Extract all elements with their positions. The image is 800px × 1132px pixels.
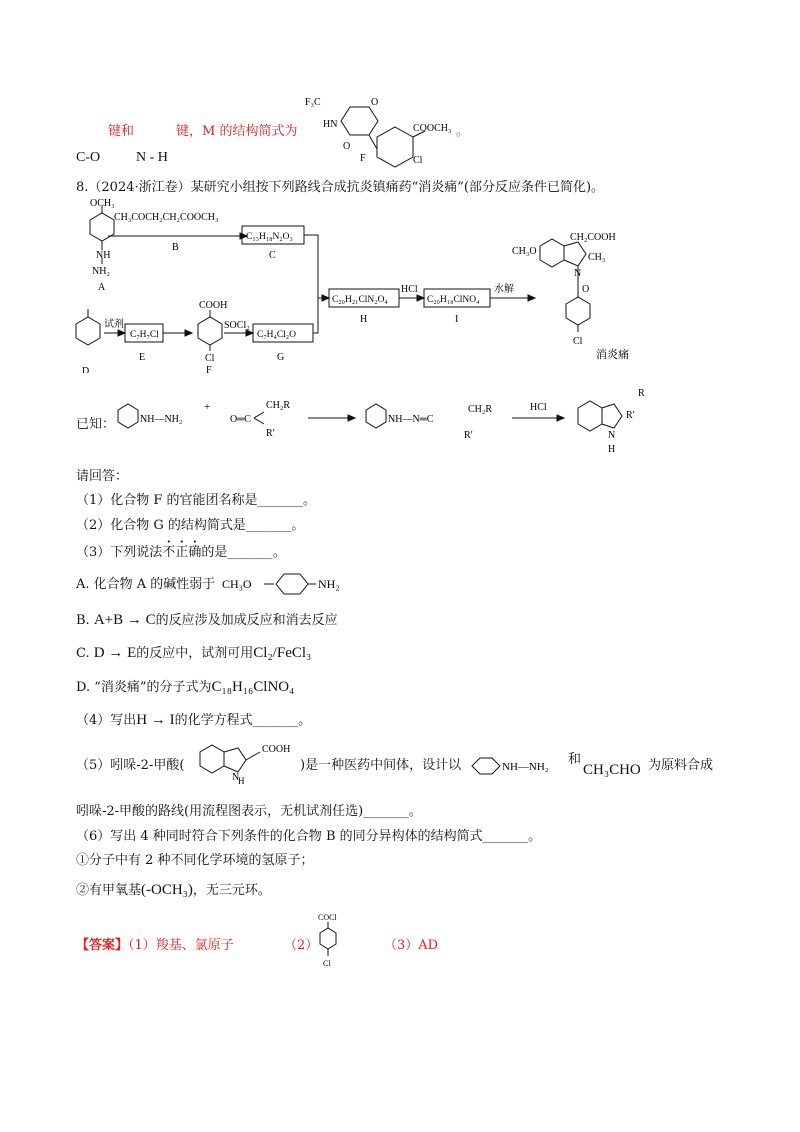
d-label: D <box>82 366 90 373</box>
h-label: H <box>360 314 368 325</box>
top-fragment-1: 键和 <box>108 124 135 139</box>
b-label: B <box>172 242 179 253</box>
answer-line <box>76 938 234 954</box>
known-label: 已知： <box>76 417 116 432</box>
svg-text:Cl: Cl <box>323 959 331 968</box>
answer-2-structure <box>310 912 350 978</box>
product-o: O <box>582 284 590 295</box>
c-label: C <box>269 250 276 261</box>
q1: （1）化合物 F 的官能团名称是_______。 <box>76 493 317 508</box>
d-ring <box>76 317 100 345</box>
f-bottom: Cl <box>205 353 215 364</box>
svg-text:COOH: COOH <box>262 744 291 755</box>
known-hydrazone-r1: CH₂R <box>468 404 493 415</box>
a-nh2: NH₂ <box>92 266 110 277</box>
known-ketone-o: O═C <box>230 414 251 425</box>
answer-3: （3）AD <box>384 938 439 953</box>
q5-post: 为原料合成 <box>648 758 714 773</box>
synthesis-scheme <box>70 198 710 373</box>
please-answer: 请回答： <box>76 469 129 484</box>
m-structure <box>305 93 455 168</box>
product-chlorophenyl <box>566 297 590 325</box>
product-n: N <box>574 268 582 279</box>
top-fragment-2: 键，M 的结构简式为 <box>176 124 298 139</box>
svg-text:NH—NH₂: NH—NH₂ <box>502 761 549 773</box>
i-formula: C₂₀H₁₈ClNO₄ <box>427 295 480 305</box>
f-reagent: SOCl₂ <box>224 320 250 331</box>
known-ketone-r1: CH₂R <box>266 400 291 411</box>
svg-text:NH₂: NH₂ <box>318 577 340 591</box>
g-label: G <box>277 352 285 363</box>
m-cooch3: COOCH₃ <box>413 123 452 134</box>
product-benzene <box>540 239 564 267</box>
q5-line2: 吲哚-2-甲酸的路线(用流程图表示，无机试剂任选)_______。 <box>76 804 422 819</box>
bond-label-co: C-O <box>76 150 101 165</box>
f-ring <box>198 317 222 345</box>
m-f: F <box>360 153 366 164</box>
product-ch2cooh: CH₂COOH <box>570 232 616 243</box>
m-o2: O <box>343 141 351 152</box>
product-label: 消炎痛 <box>596 348 629 361</box>
q5-pre: （5）吲哚-2-甲酸( <box>76 758 185 773</box>
d-reagent: 试剂 <box>104 319 124 330</box>
known-hydrazone-r2: R′ <box>464 430 473 441</box>
condition-1: ①分子中有 2 种不同化学环境的氢原子； <box>76 853 314 868</box>
svg-text:CH₃O: CH₃O <box>222 577 252 591</box>
q3: （3）下列说法不正确的是_______。 <box>76 545 286 560</box>
condition-2: ②有甲氧基(-OCH₃)，无三元环。 <box>76 882 271 898</box>
svg-text:COCl: COCl <box>318 913 337 922</box>
a-top: OCH₃ <box>90 198 115 209</box>
known-reaction <box>112 388 702 458</box>
indole-r: R <box>638 388 645 399</box>
svg-text:N: N <box>232 772 240 783</box>
answer-label: 【答案】 <box>76 938 129 953</box>
product-ch3o: CH₃O <box>512 246 537 257</box>
bond-label-nh: N - H <box>136 150 168 165</box>
answer-1: （1）羧基、氯原子 <box>128 938 234 953</box>
option-c: C. D → E的反应中，试剂可用Cl₂/FeCl₃ <box>76 645 312 661</box>
e-label: E <box>139 352 146 363</box>
m-f3c: F₃C <box>305 97 321 108</box>
option-d: D. “消炎痛”的分子式为C₁₈H₁₆ClNO₄ <box>76 679 295 695</box>
known-ketone-r2: R′ <box>266 428 275 439</box>
q5-and: 和 <box>568 752 582 767</box>
question-intro: 某研究小组按下列路线合成抗炎镇痛药“消炎痛”(部分反应条件已简化)。 <box>190 180 605 195</box>
q5-reagent2: CH₃CHO <box>583 762 641 778</box>
q6: （6）写出 4 种同时符合下列条件的化合物 B 的同分异构体的结构简式_______。 <box>76 829 542 844</box>
i-label: I <box>455 314 459 325</box>
m-hn: HN <box>323 119 338 130</box>
indole-h: H <box>608 444 616 455</box>
a-label: A <box>98 282 106 293</box>
product-cl: Cl <box>573 336 583 347</box>
option-b: B. A+B → C的反应涉及加成反应和消去反应 <box>76 612 338 628</box>
option-a: A. 化合物 A 的碱性弱于 <box>76 577 216 592</box>
indole-n: N <box>608 430 616 441</box>
g-formula: C₇H₄Cl₂O <box>257 330 296 340</box>
hydrolysis-label: 水解 <box>494 284 514 295</box>
known-acid: HCl <box>530 402 547 413</box>
indole-r2: R′ <box>626 410 635 421</box>
c-formula: C₁₃H₁₈N₂O₃ <box>246 232 293 242</box>
hcl-label: HCl <box>401 284 418 295</box>
top-end-mark: 。 <box>456 124 470 139</box>
q2: （2）化合物 G 的结构简式是_______。 <box>76 518 305 533</box>
product-ch3: CH₃ <box>588 252 606 263</box>
e-formula: C₇H₇Cl <box>130 330 159 340</box>
svg-text:H: H <box>238 776 245 784</box>
m-o1: O <box>371 97 379 108</box>
known-plus: + <box>204 401 211 413</box>
a-nh: NH <box>96 250 111 261</box>
question-number: 8.（2024·浙江卷） <box>76 180 191 195</box>
known-hydrazone: NH—N═C <box>388 414 434 425</box>
q5-indole-acid <box>196 738 306 784</box>
product-pyrrole <box>564 242 586 266</box>
option-a-structure <box>222 568 362 600</box>
answer-2: （2） <box>284 938 319 953</box>
m-cl: Cl <box>413 155 423 166</box>
f-top: COOH <box>199 300 228 311</box>
f-label: F <box>206 365 212 373</box>
a-ring <box>90 213 114 241</box>
q4: （4）写出H → I的化学方程式_______。 <box>76 712 312 728</box>
b-reagent: CH₃COCH₂CH₂COOCH₃ <box>114 212 219 223</box>
q5-mid: )是一种医药中间体，设计以 <box>300 758 462 773</box>
known-r1: NH—NH₂ <box>140 414 183 425</box>
h-formula: C₂₀H₂₁ClN₂O₄ <box>332 295 388 305</box>
